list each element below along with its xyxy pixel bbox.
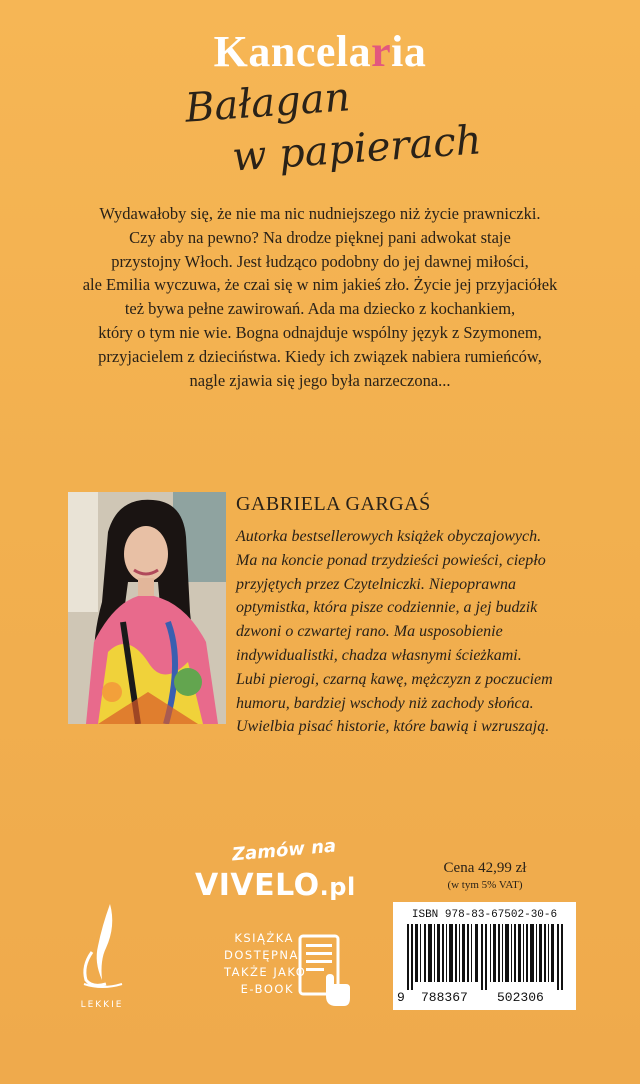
ebook-line: KSIĄŻKA [234,931,294,945]
series-title [0,28,640,76]
book-subtitle-line2: w papierach [230,117,483,181]
bio-line: indywidualistki, chadza własnymi ścieżkami. [236,646,522,664]
author-photo [68,492,226,724]
book-subtitle-line1: Bałagan [183,74,352,132]
feather-quill-icon [72,900,132,996]
shop-logo[interactable] [195,868,356,903]
blurb-line: który o tym nie wie. Bogna odnajduje wspólny język z Szymonem, [98,322,542,342]
series-title-part: Kancela [213,27,372,76]
bio-line: Uwielbia pisać historie, które bawią i wzruszają. [236,718,550,736]
price-vat-note: (w tym 5% VAT) [447,879,523,891]
shop-tld: .pl [319,873,356,901]
order-label: Zamów na [231,835,337,866]
blurb-line: przystojny Włoch. Jest łudząco podobny do jej dawnej miłości, [111,251,529,271]
isbn-barcode [393,902,576,1010]
series-title-accent-letter: r [371,27,392,76]
barcode-digit-group2: 502306 [497,990,544,1005]
bio-line: optymistka, która pisze codziennie, a jej budzik [236,599,538,617]
bio-line: Ma na koncie ponad trzydzieści powieści, ciepło [236,551,546,569]
author-portrait-illustration [68,492,226,724]
blurb-line: Wydawałoby się, że nie ma nic nudniejszego niż życie prawniczki. [99,204,541,223]
barcode-digit-group1: 788367 [421,990,468,1005]
cover-title-block [0,28,640,76]
ebook-reader-icon [296,934,352,1010]
bio-line: humoru, bardziej wschody niż zachody słońca. [236,694,534,712]
shop-name: VIVELO [195,868,320,903]
bio-line: Lubi pierogi, czarną kawę, mężczyzn z poczuciem [236,670,553,688]
isbn-label: ISBN 978-83-67502-30-6 [411,909,558,921]
price-value: Cena 42,99 zł [443,860,527,876]
blurb-line: Czy aby na pewno? Na drodze pięknej pani adwokat staje [129,227,511,247]
book-blurb [60,202,580,392]
blurb-line: przyjacielem z dzieciństwa. Kiedy ich związek nabiera rumieńców, [98,346,542,366]
ebook-line: DOSTĘPNA [224,948,299,962]
author-name: GABRIELA GARGAŚ [236,493,431,515]
blurb-line: ale Emilia wyczuwa, że czai się w nim jakieś zło. Życie jej przyjaciółek [82,275,558,295]
ebook-line: E-BOOK [240,982,294,996]
ebook-line: TAKŻE JAKO [224,965,307,979]
price-block [400,860,570,891]
blurb-line: nagle zjawia się jego była narzeczona... [189,370,451,390]
bio-line: Autorka bestsellerowych książek obyczajowych. [236,528,542,545]
barcode-digit-first: 9 [397,990,405,1005]
blurb-line: też bywa pełne zawirowań. Ada ma dziecko z kochankiem, [124,299,516,319]
publisher-name: LEKKIE [80,1000,124,1010]
author-bio [236,525,596,739]
bio-line: przyjętych przez Czytelniczki. Niepoprawna [236,575,516,593]
series-title-part: ia [391,27,427,76]
barcode-bars [401,924,568,990]
ebook-availability-note [224,930,307,998]
bio-line: dzwoni o czwartej rano. Ma usposobienie [236,623,503,641]
